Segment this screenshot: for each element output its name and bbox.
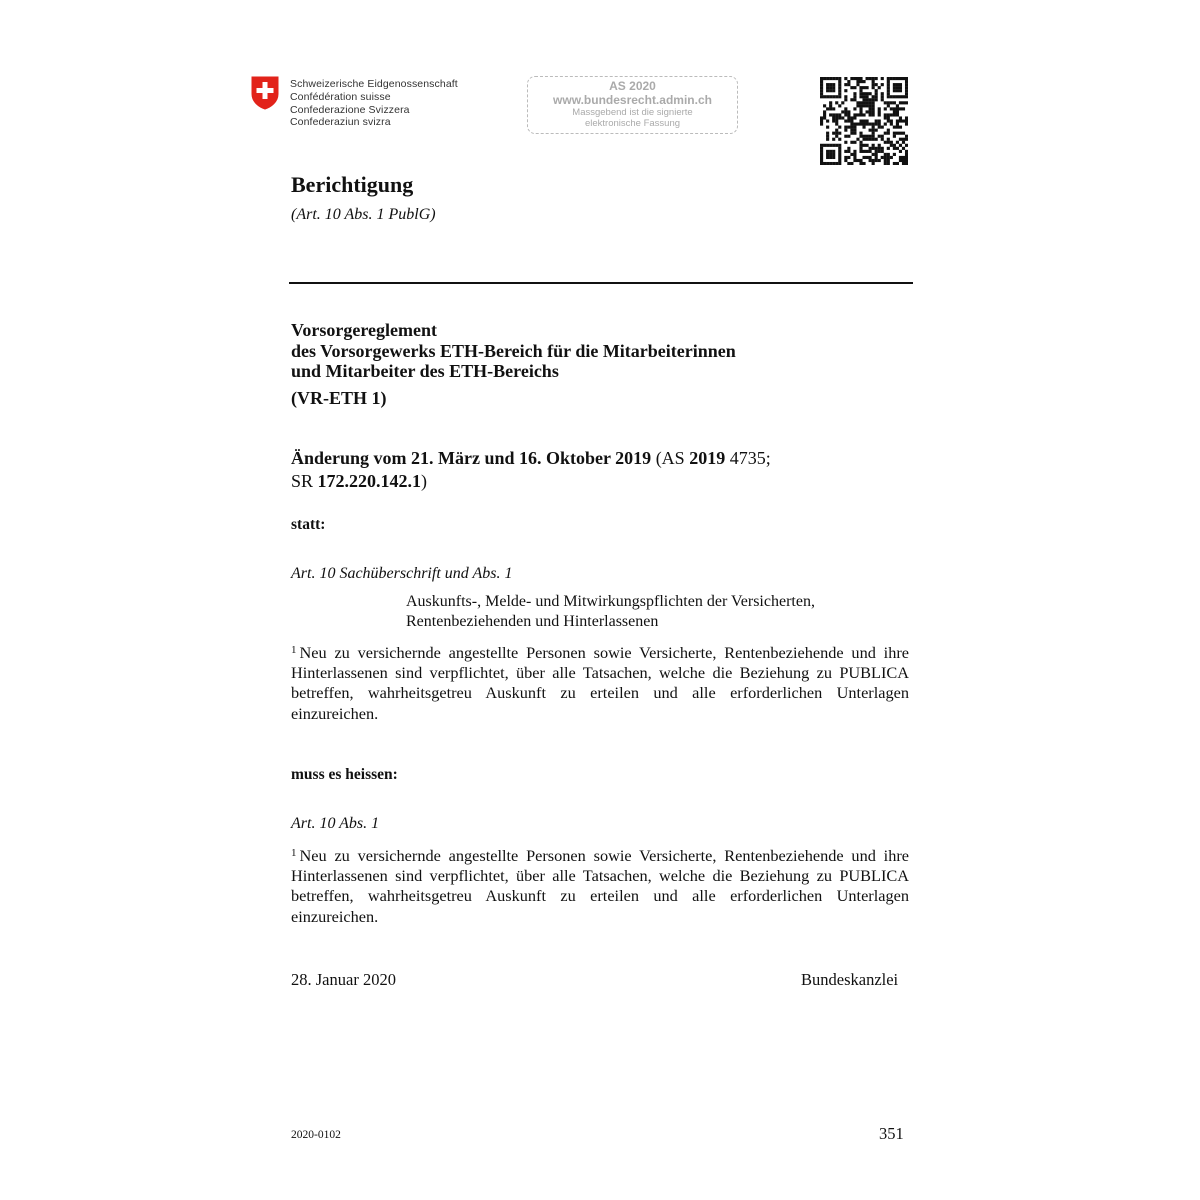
act-title-line: des Vorsorgewerks ETH-Bereich für die Mitarbeiterinnen [291, 340, 736, 361]
confederation-line: Schweizerische Eidgenossenschaft [290, 78, 458, 90]
instead-article-heading [406, 592, 815, 632]
stamp-collection: AS 2020 [609, 79, 656, 93]
confederation-line: Confederazione Svizzera [290, 103, 410, 116]
paragraph-text: Neu zu versichernde angestellte Personen sowie Versicherte, Rentenbeziehende und ihre Hinterlassenen sind verpflichtet, über alle Tatsachen, welche die Beziehung zu PUBLICA betreffen, wahrheitsgetreu Auskunft zu erteilen und alle erforderlichen Unterlagen einzureichen. [291, 846, 909, 926]
act-abbreviation: (VR-ETH 1) [291, 388, 387, 408]
act-title-line: und Mitarbeiter des ETH-Bereichs [291, 361, 559, 381]
correct-paragraph [291, 843, 909, 927]
horizontal-rule [289, 282, 913, 284]
document-number: 2020-0102 [291, 1129, 341, 1141]
instead-paragraph [291, 640, 909, 724]
as-page: 4735; [725, 448, 771, 468]
confederation-line: Confédération suisse [290, 90, 391, 103]
instead-article: Art. 10 Sachüberschrift und Abs. 1 [291, 565, 513, 582]
document-legal-basis: (Art. 10 Abs. 1 PublG) [291, 206, 436, 223]
official-publication-stamp [527, 76, 738, 134]
correct-label: muss es heissen: [291, 766, 398, 783]
act-title-line: Vorsorgereglement [291, 320, 437, 340]
stamp-note: elektronische Fassung [584, 118, 681, 129]
confederation-name [290, 78, 458, 129]
as-year: 2019 [689, 448, 726, 468]
sr-suffix: ) [421, 471, 428, 491]
confederation-line: Confederaziun svizra [290, 116, 391, 129]
paragraph-number: 1 [291, 644, 297, 656]
stamp-website: www.bundesrecht.admin.ch [553, 93, 712, 107]
issuer: Bundeskanzlei [801, 970, 899, 989]
instead-label: statt: [291, 516, 326, 533]
amendment-date: Änderung vom 21. März und 16. Oktober 2019 [291, 448, 652, 468]
issue-date: 28. Januar 2020 [291, 970, 396, 989]
stamp-note: Massgebend ist die signierte [572, 107, 693, 118]
document-title: Berichtigung [291, 172, 414, 197]
sr-prefix: SR [291, 471, 318, 491]
correct-article: Art. 10 Abs. 1 [291, 815, 380, 832]
act-title [291, 320, 736, 382]
amendment-reference [291, 447, 771, 493]
heading-line: Rentenbeziehenden und Hinterlassenen [406, 613, 659, 630]
sr-number: 172.220.142.1 [317, 471, 422, 491]
paragraph-number: 1 [291, 847, 297, 859]
heading-line: Auskunfts-, Melde- und Mitwirkungspflichten der Versicherten, [406, 593, 815, 610]
swiss-coat-of-arms-icon [251, 76, 279, 110]
qr-code-icon [820, 77, 908, 165]
as-prefix: (AS [651, 448, 690, 468]
page-number: 351 [879, 1124, 904, 1143]
paragraph-text: Neu zu versichernde angestellte Personen sowie Versicherte, Rentenbeziehende und ihre Hinterlassenen sind verpflichtet, über alle Tatsachen, welche die Beziehung zu PUBLICA betreffen, wahrheitsgetreu Auskunft zu erteilen und alle erforderlichen Unterlagen einzureichen. [291, 643, 909, 723]
